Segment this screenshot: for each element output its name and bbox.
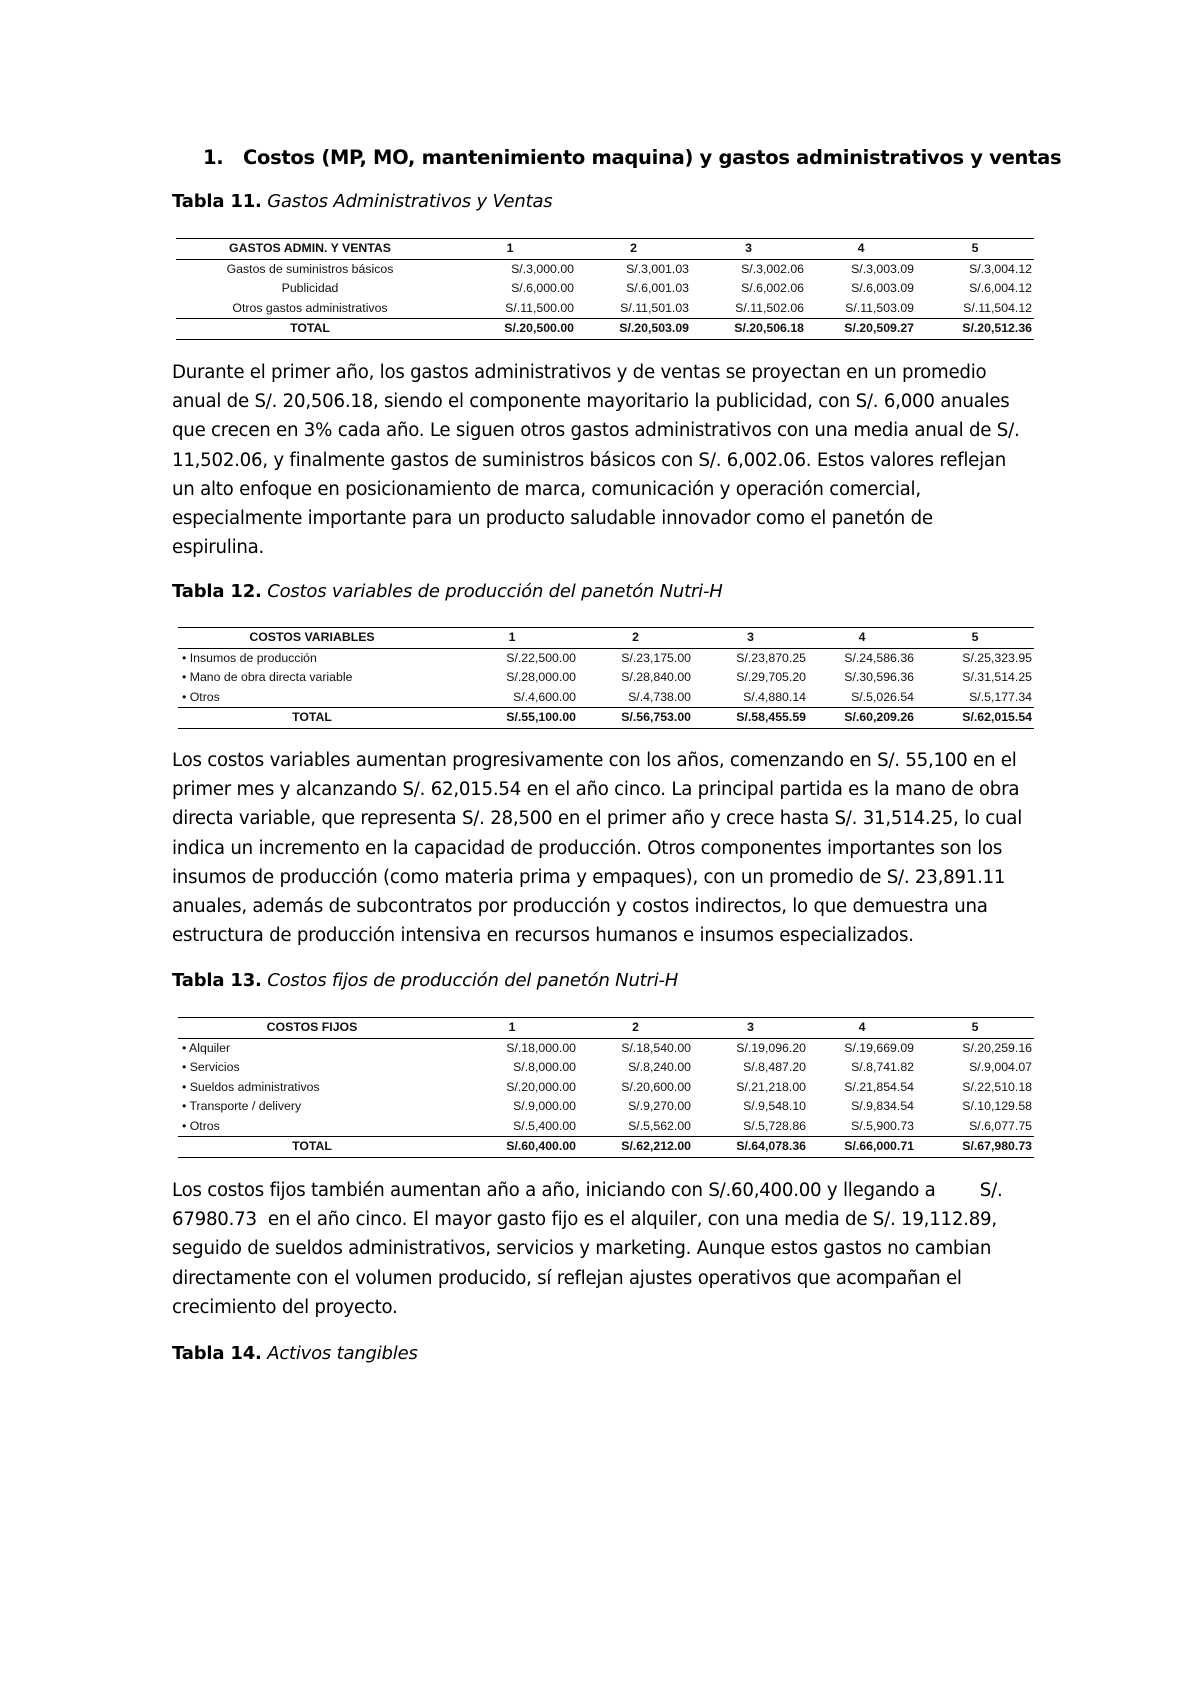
table-11-caption xyxy=(172,191,552,212)
paragraph-line: que crecen en 3% cada año. Le siguen otros gastos administrativos con una media anual de S/. xyxy=(172,420,1020,442)
table-cell: S/.23,175.00 xyxy=(621,650,691,665)
table-13-label: Tabla 13. xyxy=(172,970,262,991)
paragraph-line: anuales, además de subcontratos por producción y costos indirectos, lo que demuestra una xyxy=(172,896,988,918)
table-row xyxy=(178,1038,1034,1058)
table-cell: S/.6,077.75 xyxy=(969,1118,1032,1133)
table-header-cell: 3 xyxy=(693,1018,808,1039)
table-cell: S/.5,562.00 xyxy=(628,1118,691,1133)
table-cell: S/.6,002.06 xyxy=(741,281,804,295)
table-header-cell: COSTOS VARIABLES xyxy=(178,628,446,649)
table-14-title: Activos tangibles xyxy=(267,1343,418,1364)
table-header-cell: 1 xyxy=(446,628,578,649)
table-total-row xyxy=(178,1137,1034,1158)
table-cell: S/.56,753.00 xyxy=(578,708,693,729)
table-header-row xyxy=(176,239,1034,260)
table-cell: S/.67,980.73 xyxy=(916,1137,1034,1158)
table-cell: S/.23,870.25 xyxy=(736,650,806,665)
table-cell: S/.22,500.00 xyxy=(506,650,576,665)
table-cell: S/.28,840.00 xyxy=(621,670,691,684)
table-cell: S/.4,880.14 xyxy=(743,689,806,704)
table-cell: • Mano de obra directa variable xyxy=(182,670,353,684)
table-cell: S/.4,738.00 xyxy=(628,689,691,704)
table-cell: S/.9,004.07 xyxy=(969,1060,1032,1074)
table-cell: S/.60,400.00 xyxy=(446,1137,578,1158)
paragraph-line: especialmente importante para un producto saludable innovador como el panetón de xyxy=(172,508,933,530)
paragraph-line: primer mes y alcanzando S/. 62,015.54 en el año cinco. La principal partida es la mano de obra xyxy=(172,779,1020,801)
table-cell: Gastos de suministros básicos xyxy=(226,261,394,276)
table-cell: S/.29,705.20 xyxy=(736,670,806,684)
table-cell: TOTAL xyxy=(178,708,446,729)
table-cell: S/.18,000.00 xyxy=(506,1040,576,1055)
table-cell: • Otros xyxy=(182,689,220,704)
paragraph-line: crecimiento del proyecto. xyxy=(172,1296,398,1318)
table-14-caption xyxy=(172,1343,418,1364)
table-cell: S/.5,900.73 xyxy=(851,1118,914,1133)
table-header-cell: 5 xyxy=(916,628,1034,649)
table-cell: S/.8,000.00 xyxy=(513,1060,576,1074)
table-cell: S/.28,000.00 xyxy=(506,670,576,684)
table-cell: S/.31,514.25 xyxy=(962,670,1032,684)
table-cell: S/.22,510.18 xyxy=(962,1079,1032,1094)
paragraph-line: espirulina. xyxy=(172,537,265,559)
paragraph-line: seguido de sueldos administrativos, servicios y marketing. Aunque estos gastos no cambian xyxy=(172,1238,992,1260)
table-row xyxy=(178,1097,1034,1117)
table-cell: S/.24,586.36 xyxy=(844,650,914,665)
table-row xyxy=(178,1058,1034,1078)
table-cell: S/.20,000.00 xyxy=(506,1079,576,1094)
table-cell: Publicidad xyxy=(281,281,339,295)
section-number: 1. xyxy=(203,146,224,169)
table-total-row xyxy=(176,319,1034,340)
paragraph-line: Los costos variables aumentan progresivamente con los años, comenzando en S/. 55,100 en el xyxy=(172,750,1017,771)
table-13 xyxy=(178,1017,1034,1158)
table-header-cell: GASTOS ADMIN. Y VENTAS xyxy=(176,239,444,260)
table-cell: S/.5,026.54 xyxy=(851,689,914,704)
paragraph-line: un alto enfoque en posicionamiento de marca, comunicación y operación comercial, xyxy=(172,478,921,500)
table-cell: S/.20,512.36 xyxy=(916,319,1034,340)
table-cell: S/.6,001.03 xyxy=(626,281,689,295)
paragraph-line: anual de S/. 20,506.18, siendo el componente mayoritario la publicidad, con S/. 6,000 anuales xyxy=(172,391,1010,413)
table-header-cell: 2 xyxy=(576,239,691,260)
table-cell: S/.9,000.00 xyxy=(513,1099,576,1113)
table-11-title: Gastos Administrativos y Ventas xyxy=(267,191,553,212)
table-total-row xyxy=(178,708,1034,729)
table-cell: S/.9,270.00 xyxy=(628,1099,691,1113)
table-cell: • Otros xyxy=(182,1118,220,1133)
paragraph-2 xyxy=(172,746,1032,950)
table-cell: S/.6,003.09 xyxy=(851,281,914,295)
table-header-cell: 1 xyxy=(446,1018,578,1039)
table-13-title: Costos fijos de producción del panetón Nutri-H xyxy=(267,970,679,991)
table-14-label: Tabla 14. xyxy=(172,1343,262,1364)
paragraph-line: directamente con el volumen producido, sí reflejan ajustes operativos que acompañan el xyxy=(172,1267,962,1289)
table-header-cell: 2 xyxy=(578,628,693,649)
table-12-caption xyxy=(172,581,723,602)
table-header-cell: 4 xyxy=(808,1018,916,1039)
table-cell: S/.3,003.09 xyxy=(851,261,914,276)
table-cell: S/.5,400.00 xyxy=(513,1118,576,1133)
table-cell: Otros gastos administrativos xyxy=(232,300,388,315)
table-cell: TOTAL xyxy=(178,1137,446,1158)
table-cell: • Transporte / delivery xyxy=(182,1099,302,1113)
table-cell: S/.8,741.82 xyxy=(851,1060,914,1074)
table-cell: S/.20,259.16 xyxy=(962,1040,1032,1055)
table-cell: S/.11,500.00 xyxy=(505,300,574,315)
table-header-cell: 5 xyxy=(916,1018,1034,1039)
table-row xyxy=(176,259,1034,279)
table-cell: S/.21,854.54 xyxy=(844,1079,914,1094)
table-11-label: Tabla 11. xyxy=(172,191,262,212)
table-cell: S/.11,502.06 xyxy=(735,300,804,315)
table-cell: S/.4,600.00 xyxy=(513,689,576,704)
table-cell: S/.64,078.36 xyxy=(693,1137,808,1158)
table-cell: • Sueldos administrativos xyxy=(182,1079,320,1094)
table-row xyxy=(178,668,1034,688)
paragraph-line: 67980.73 en el año cinco. El mayor gasto fijo es el alquiler, con una media de S/. 19,112.89, xyxy=(172,1209,997,1231)
paragraph-3 xyxy=(172,1176,1032,1322)
table-cell: S/.11,504.12 xyxy=(963,300,1032,315)
table-row xyxy=(178,648,1034,668)
table-cell: S/.18,540.00 xyxy=(621,1040,691,1055)
table-row xyxy=(178,1078,1034,1098)
table-cell: S/.20,600.00 xyxy=(621,1079,691,1094)
table-cell: S/.19,096.20 xyxy=(736,1040,806,1055)
table-row xyxy=(178,688,1034,708)
table-cell: S/.6,000.00 xyxy=(511,281,574,295)
section-title: Costos (MP, MO, mantenimiento maquina) y gastos administrativos y ventas xyxy=(243,146,1062,169)
table-12 xyxy=(178,627,1034,729)
table-cell: S/.60,209.26 xyxy=(808,708,916,729)
table-cell: S/.10,129.58 xyxy=(962,1099,1032,1113)
table-cell: S/.6,004.12 xyxy=(969,281,1032,295)
table-header-cell: 5 xyxy=(916,239,1034,260)
table-cell: S/.25,323.95 xyxy=(962,650,1032,665)
table-cell: S/.11,501.03 xyxy=(620,300,689,315)
table-cell: S/.21,218.00 xyxy=(736,1079,806,1094)
table-header-cell: 1 xyxy=(444,239,576,260)
table-header-row xyxy=(178,628,1034,649)
table-header-cell: 3 xyxy=(691,239,806,260)
table-cell: S/.3,004.12 xyxy=(969,261,1032,276)
table-row xyxy=(178,1117,1034,1137)
table-cell: S/.8,487.20 xyxy=(743,1060,806,1074)
table-cell: S/.9,548.10 xyxy=(743,1099,806,1113)
table-cell: S/.19,669.09 xyxy=(844,1040,914,1055)
table-12-label: Tabla 12. xyxy=(172,581,262,602)
table-13-caption xyxy=(172,970,678,991)
table-cell: S/.20,500.00 xyxy=(444,319,576,340)
table-cell: • Alquiler xyxy=(182,1040,231,1055)
table-row xyxy=(176,299,1034,319)
paragraph-line: 11,502.06, y finalmente gastos de suministros básicos con S/. 6,002.06. Estos valores reflejan xyxy=(172,449,1007,471)
section-heading xyxy=(203,146,1061,169)
table-cell: S/.55,100.00 xyxy=(446,708,578,729)
table-cell: S/.58,455.59 xyxy=(693,708,808,729)
table-cell: S/.3,000.00 xyxy=(511,261,574,276)
table-header-cell: COSTOS FIJOS xyxy=(178,1018,446,1039)
table-cell: S/.5,177.34 xyxy=(969,689,1032,704)
paragraph-line: indica un incremento en la capacidad de producción. Otros componentes importantes son los xyxy=(172,837,1003,859)
table-cell: S/.3,001.03 xyxy=(626,261,689,276)
table-cell: S/.30,596.36 xyxy=(844,670,914,684)
table-header-cell: 4 xyxy=(806,239,916,260)
table-cell: S/.11,503.09 xyxy=(845,300,914,315)
table-cell: • Insumos de producción xyxy=(182,650,317,665)
table-cell: S/.5,728.86 xyxy=(743,1118,806,1133)
table-header-cell: 3 xyxy=(693,628,808,649)
table-cell: S/.62,212.00 xyxy=(578,1137,693,1158)
table-cell: S/.9,834.54 xyxy=(851,1099,914,1113)
table-cell: S/.20,509.27 xyxy=(806,319,916,340)
table-cell: S/.20,503.09 xyxy=(576,319,691,340)
table-cell: S/.3,002.06 xyxy=(741,261,804,276)
paragraph-1 xyxy=(172,358,1032,562)
table-cell: S/.8,240.00 xyxy=(628,1060,691,1074)
table-header-cell: 2 xyxy=(578,1018,693,1039)
paragraph-line: Los costos fijos también aumentan año a año, iniciando con S/.60,400.00 y llegando a S/. xyxy=(172,1180,1003,1201)
table-12-title: Costos variables de producción del panetón Nutri-H xyxy=(267,581,723,602)
table-cell: TOTAL xyxy=(176,319,444,340)
table-cell: S/.62,015.54 xyxy=(916,708,1034,729)
table-11 xyxy=(176,238,1034,340)
paragraph-line: estructura de producción intensiva en recursos humanos e insumos especializados. xyxy=(172,925,914,947)
table-row xyxy=(176,279,1034,299)
table-cell: S/.66,000.71 xyxy=(808,1137,916,1158)
table-cell: • Servicios xyxy=(182,1060,240,1074)
table-cell: S/.20,506.18 xyxy=(691,319,806,340)
paragraph-line: insumos de producción (como materia prima y empaques), con un promedio de S/. 23,891.11 xyxy=(172,866,1006,888)
paragraph-line: Durante el primer año, los gastos administrativos y de ventas se proyectan en un promedio xyxy=(172,362,987,383)
table-header-row xyxy=(178,1018,1034,1039)
table-header-cell: 4 xyxy=(808,628,916,649)
paragraph-line: directa variable, que representa S/. 28,500 en el primer año y crece hasta S/. 31,514.25, lo cual xyxy=(172,808,1023,830)
